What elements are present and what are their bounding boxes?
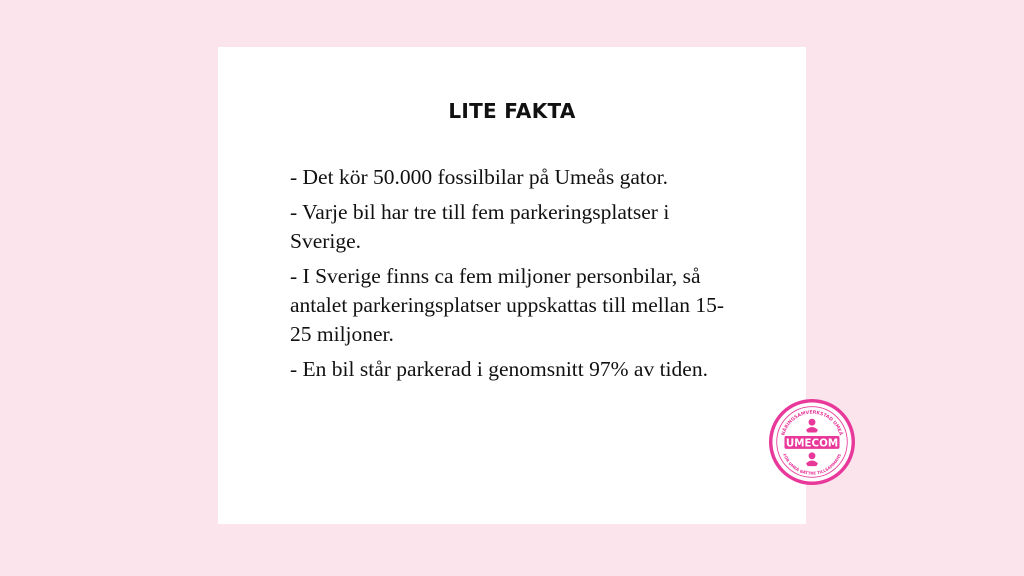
logo-arc-bottom-text: FÖR UMEÅ BÄTTRE TILLSAMMANS <box>782 452 843 476</box>
fact-list <box>290 163 735 390</box>
umecom-logo <box>769 399 855 485</box>
logo-arc-top-text: NÄRINGSAMVERKSTAD UMEÅ <box>781 410 843 437</box>
fact-item: - En bil står parkerad i genomsnitt 97% av tiden. <box>290 357 708 381</box>
fact-item: - I Sverige finns ca fem miljoner personbilar, så antalet parkeringsplatser uppskattas till mellan 15-25 miljoner. <box>290 264 725 346</box>
fact-item: - Varje bil har tre till fem parkeringsplatser i Sverige. <box>290 200 670 253</box>
fact-card <box>218 47 806 524</box>
card-title: LITE FAKTA <box>448 99 576 123</box>
logo-name: UMECOM <box>785 437 839 450</box>
fact-item: - Det kör 50.000 fossilbilar på Umeås gator. <box>290 165 668 189</box>
